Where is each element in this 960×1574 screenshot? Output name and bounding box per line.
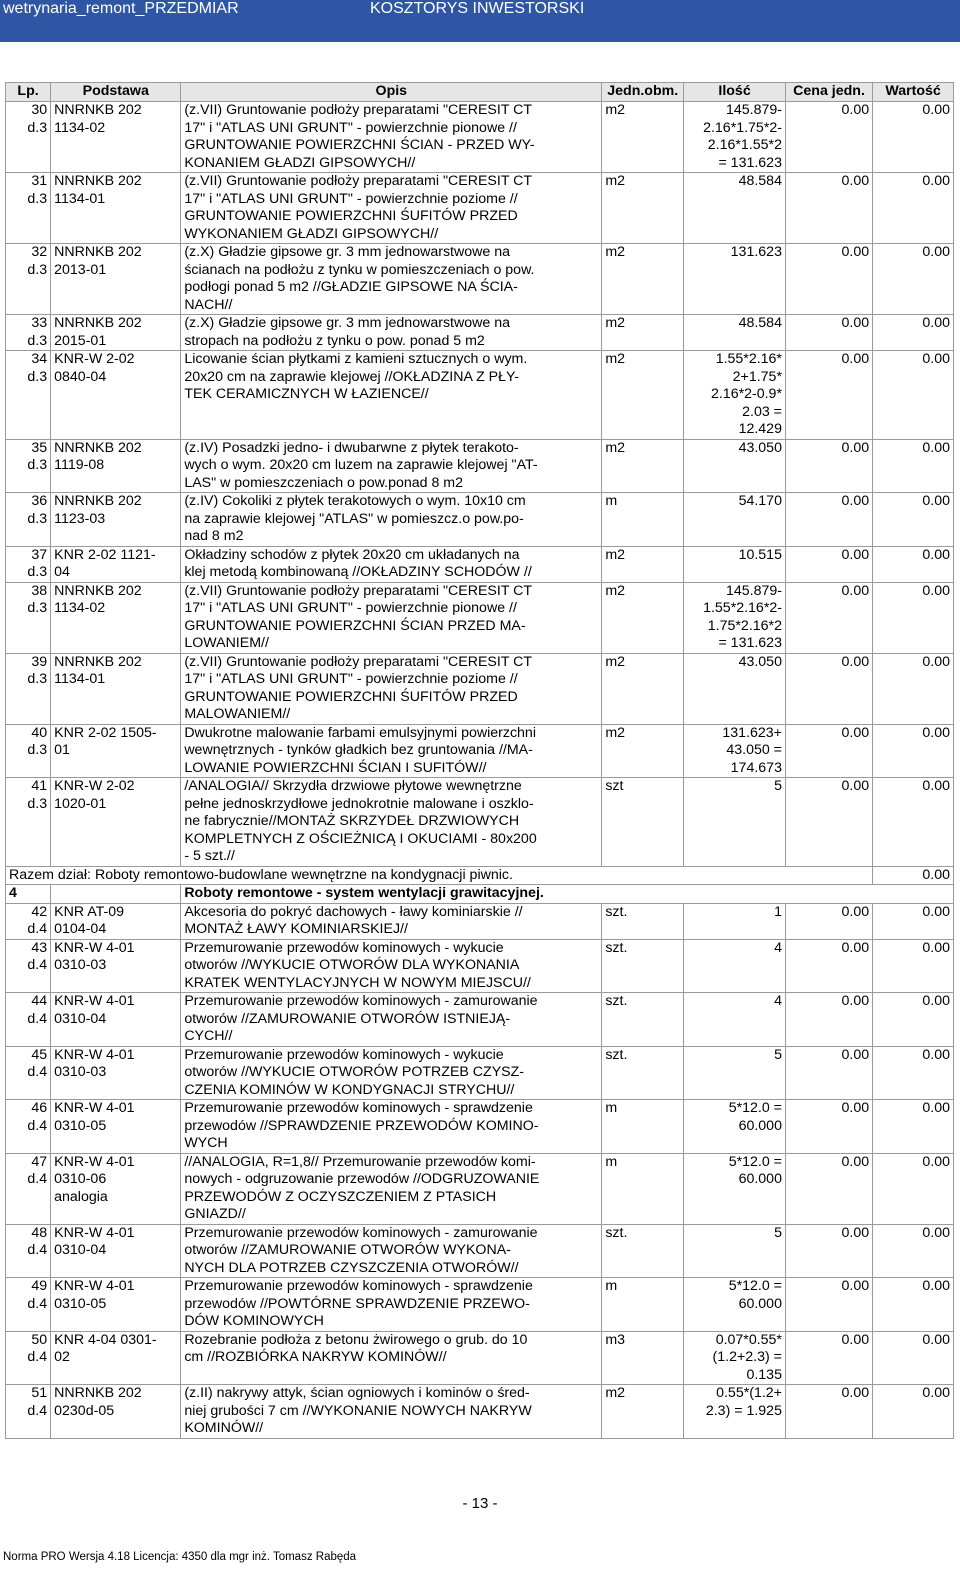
cell-pod: KNR 2-02 1505- 01 (51, 724, 181, 778)
cell-war: 0.00 (873, 244, 954, 315)
cell-jed: szt. (602, 1046, 684, 1100)
cost-table (5, 82, 954, 1439)
cell-opis: Licowanie ścian płytkami z kamieni sztucznych o wym. 20x20 cm na zaprawie klejowej //OKŁADZINA Z PŁY- TEK CERAMICZNYCH W ŁAZIENCE// (181, 351, 602, 440)
cell-war: 0.00 (873, 903, 954, 939)
cell-lp: 44 d.4 (6, 993, 51, 1047)
cell-war: 0.00 (873, 546, 954, 582)
cell-jed: m (602, 1153, 684, 1224)
cell-pod: KNR AT-09 0104-04 (51, 903, 181, 939)
table-row (6, 1153, 954, 1224)
cell-pod: KNR 2-02 1121- 04 (51, 546, 181, 582)
cell-jed: m2 (602, 724, 684, 778)
cell-ilo: 5*12.0 = 60.000 (684, 1100, 786, 1154)
cell-cena: 0.00 (785, 778, 872, 867)
table-row (6, 315, 954, 351)
cell-pod: KNR-W 4-01 0310-04 (51, 1224, 181, 1278)
cell-opis: (z.VII) Gruntowanie podłoży preparatami "CERESIT CT 17" i "ATLAS UNI GRUNT" - powierzchnie poziome // GRUNTOWANIE POWIERZCHNI ŚUFITÓW PRZED MALOWANIEM// (181, 653, 602, 724)
cell-lp: 36 d.3 (6, 493, 51, 547)
cell-opis: Przemurowanie przewodów kominowych - sprawdzenie przewodów //POWTÓRNE SPRAWDZENIE PRZEWO- DÓW KOMINOWYCH (181, 1278, 602, 1332)
cell-pod: NNRNKB 202 1119-08 (51, 439, 181, 493)
cell-ilo: 10.515 (684, 546, 786, 582)
cell-lp: 37 d.3 (6, 546, 51, 582)
table-row (6, 1100, 954, 1154)
cell-opis: (z.VII) Gruntowanie podłoży preparatami "CERESIT CT 17" i "ATLAS UNI GRUNT" - powierzchnie pionowe // GRUNTOWANIE POWIERZCHNI ŚCIAN - PRZED WY- KONANIEM GŁADZI GIPSOWYCH// (181, 102, 602, 173)
cell-ilo: 54.170 (684, 493, 786, 547)
cell-opis: Rozebranie podłoża z betonu żwirowego o grub. do 10 cm //ROZBIÓRKA NAKRYW KOMINÓW// (181, 1331, 602, 1385)
table-row (6, 724, 954, 778)
cell-cena: 0.00 (785, 315, 872, 351)
cell-cena: 0.00 (785, 493, 872, 547)
cell-cena: 0.00 (785, 1331, 872, 1385)
table-row (6, 439, 954, 493)
cell-cena: 0.00 (785, 724, 872, 778)
cell-cena: 0.00 (785, 939, 872, 993)
cell-pod: NNRNKB 202 2013-01 (51, 244, 181, 315)
col-podstawa: Podstawa (51, 83, 181, 102)
cell-pod: KNR-W 2-02 0840-04 (51, 351, 181, 440)
cell-war: 0.00 (873, 1224, 954, 1278)
cell-ilo: 48.584 (684, 173, 786, 244)
cell-opis: (z.VII) Gruntowanie podłoży preparatami "CERESIT CT 17" i "ATLAS UNI GRUNT" - powierzchnie pionowe // GRUNTOWANIE POWIERZCHNI ŚCIAN PRZED MA- LOWANIEM// (181, 582, 602, 653)
cell-cena: 0.00 (785, 244, 872, 315)
cell-war: 0.00 (873, 778, 954, 867)
table-row (6, 778, 954, 867)
cell-opis: Przemurowanie przewodów kominowych - wykucie otworów //WYKUCIE OTWORÓW POTRZEB CZYSZ- CZENIA KOMINÓW W KONDYGNACJI STRYCHU// (181, 1046, 602, 1100)
cell-cena: 0.00 (785, 173, 872, 244)
cell-lp: 43 d.4 (6, 939, 51, 993)
table-row (6, 1278, 954, 1332)
cell-cena: 0.00 (785, 903, 872, 939)
section-spacer (51, 885, 181, 904)
table-row (6, 173, 954, 244)
section-number: 4 (6, 885, 51, 904)
cell-ilo: 131.623 (684, 244, 786, 315)
cell-pod: NNRNKB 202 1134-01 (51, 173, 181, 244)
cell-ilo: 43.050 (684, 439, 786, 493)
cell-jed: m2 (602, 439, 684, 493)
cell-opis: Przemurowanie przewodów kominowych - zamurowanie otworów //ZAMUROWANIE OTWORÓW WYKONA- NYCH DLA POTRZEB CZYSZCZENIA OTWORÓW// (181, 1224, 602, 1278)
page-number: - 13 - (462, 1495, 498, 1512)
cell-jed: m2 (602, 315, 684, 351)
cell-ilo: 145.879- 1.55*2.16*2- 1.75*2.16*2 = 131.623 (684, 582, 786, 653)
cell-cena: 0.00 (785, 1385, 872, 1439)
table-row (6, 244, 954, 315)
cell-opis: //ANALOGIA, R=1,8// Przemurowanie przewodów komi- nowych - odgruzowanie przewodów //ODGRUZOWANIE PRZEWODÓW Z OCZYSZCZENIEM Z PTASICH GNIAZD// (181, 1153, 602, 1224)
cell-ilo: 5*12.0 = 60.000 (684, 1153, 786, 1224)
cell-ilo: 4 (684, 993, 786, 1047)
cell-opis: (z.X) Gładzie gipsowe gr. 3 mm jednowarstwowe na stropach na podłożu z tynku o pow. ponad 5 m2 (181, 315, 602, 351)
cell-war: 0.00 (873, 1046, 954, 1100)
cell-war: 0.00 (873, 724, 954, 778)
cell-lp: 47 d.4 (6, 1153, 51, 1224)
cell-ilo: 1.55*2.16* 2+1.75* 2.16*2-0.9* 2.03 = 12.429 (684, 351, 786, 440)
cell-opis: (z.VII) Gruntowanie podłoży preparatami "CERESIT CT 17" i "ATLAS UNI GRUNT" - powierzchnie poziome // GRUNTOWANIE POWIERZCHNI ŚUFITÓW PRZED WYKONANIEM GŁADZI GIPSOWYCH// (181, 173, 602, 244)
cell-lp: 40 d.3 (6, 724, 51, 778)
file-title: wetrynaria_remont_PRZEDMIAR (3, 0, 239, 17)
section-summary-row (6, 866, 954, 885)
cell-cena: 0.00 (785, 439, 872, 493)
cell-war: 0.00 (873, 993, 954, 1047)
cell-lp: 51 d.4 (6, 1385, 51, 1439)
cell-opis: Przemurowanie przewodów kominowych - sprawdzenie przewodów //SPRAWDZENIE PRZEWODÓW KOMINO- WYCH (181, 1100, 602, 1154)
cell-jed: m (602, 493, 684, 547)
cell-pod: NNRNKB 202 1134-02 (51, 102, 181, 173)
cell-pod: NNRNKB 202 1134-01 (51, 653, 181, 724)
page-header-band (0, 0, 960, 42)
cell-jed: szt. (602, 939, 684, 993)
cell-war: 0.00 (873, 939, 954, 993)
cell-war: 0.00 (873, 653, 954, 724)
cell-war: 0.00 (873, 1153, 954, 1224)
cell-opis: (z.IV) Posadzki jedno- i dwubarwne z płytek terakoto- wych o wym. 20x20 cm luzem na zaprawie klejowej "AT- LAS" w pomieszczeniach o pow.ponad 8 m2 (181, 439, 602, 493)
cell-pod: NNRNKB 202 1134-02 (51, 582, 181, 653)
table-row (6, 493, 954, 547)
cell-cena: 0.00 (785, 1278, 872, 1332)
document-type: KOSZTORYS INWESTORSKI (370, 0, 585, 17)
table-row (6, 1331, 954, 1385)
table-row (6, 351, 954, 440)
cell-pod: KNR-W 2-02 1020-01 (51, 778, 181, 867)
cell-war: 0.00 (873, 173, 954, 244)
cell-pod: NNRNKB 202 1123-03 (51, 493, 181, 547)
cell-jed: m (602, 1278, 684, 1332)
cell-opis: Przemurowanie przewodów kominowych - wykucie otworów //WYKUCIE OTWORÓW DLA WYKONANIA KRATEK WENTYLACYJNYCH W NOWYM MIEJSCU// (181, 939, 602, 993)
cell-cena: 0.00 (785, 993, 872, 1047)
cell-jed: m2 (602, 351, 684, 440)
section-title: Roboty remontowe - system wentylacji grawitacyjnej. (181, 885, 954, 904)
cell-war: 0.00 (873, 582, 954, 653)
cell-war: 0.00 (873, 315, 954, 351)
cell-war: 0.00 (873, 1100, 954, 1154)
cell-ilo: 48.584 (684, 315, 786, 351)
col-cena: Cena jedn. (785, 83, 872, 102)
cell-ilo: 5 (684, 1046, 786, 1100)
cell-lp: 35 d.3 (6, 439, 51, 493)
cell-pod: KNR-W 4-01 0310-03 (51, 939, 181, 993)
cell-ilo: 145.879- 2.16*1.75*2- 2.16*1.55*2 = 131.623 (684, 102, 786, 173)
col-lp: Lp. (6, 83, 51, 102)
cell-jed: m (602, 1100, 684, 1154)
col-ilosc: Ilość (684, 83, 786, 102)
table-row (6, 1046, 954, 1100)
col-wartosc: Wartość (873, 83, 954, 102)
col-jedn: Jedn.obm. (602, 83, 684, 102)
cell-cena: 0.00 (785, 351, 872, 440)
cell-jed: m2 (602, 102, 684, 173)
cell-opis: (z.X) Gładzie gipsowe gr. 3 mm jednowarstwowe na ścianach na podłożu z tynku w pomieszczeniach o pow. podłogi ponad 5 m2 //GŁADZIE GIPSOWE NA ŚCIA- NACH// (181, 244, 602, 315)
cell-ilo: 1 (684, 903, 786, 939)
cell-war: 0.00 (873, 493, 954, 547)
cell-ilo: 4 (684, 939, 786, 993)
cell-lp: 45 d.4 (6, 1046, 51, 1100)
cell-lp: 41 d.3 (6, 778, 51, 867)
cell-lp: 32 d.3 (6, 244, 51, 315)
table-row (6, 993, 954, 1047)
cell-pod: KNR-W 4-01 0310-03 (51, 1046, 181, 1100)
cell-opis: Przemurowanie przewodów kominowych - zamurowanie otworów //ZAMUROWANIE OTWORÓW ISTNIEJĄ- CYCH// (181, 993, 602, 1047)
cell-lp: 42 d.4 (6, 903, 51, 939)
cell-lp: 39 d.3 (6, 653, 51, 724)
cell-war: 0.00 (873, 1385, 954, 1439)
cell-pod: NNRNKB 202 0230d-05 (51, 1385, 181, 1439)
cell-jed: m2 (602, 582, 684, 653)
cell-cena: 0.00 (785, 1046, 872, 1100)
cell-opis: Okładziny schodów z płytek 20x20 cm układanych na klej metodą kombinowaną //OKŁADZINY SCHODÓW // (181, 546, 602, 582)
table-row (6, 903, 954, 939)
cell-cena: 0.00 (785, 1153, 872, 1224)
cell-opis: (z.IV) Cokoliki z płytek terakotowych o wym. 10x10 cm na zaprawie klejowej "ATLAS" w pomieszcz.o pow.po- nad 8 m2 (181, 493, 602, 547)
cell-ilo: 131.623+ 43.050 = 174.673 (684, 724, 786, 778)
cell-lp: 46 d.4 (6, 1100, 51, 1154)
table-row (6, 1385, 954, 1439)
cell-ilo: 0.07*0.55* (1.2+2.3) = 0.135 (684, 1331, 786, 1385)
cell-lp: 31 d.3 (6, 173, 51, 244)
col-opis: Opis (181, 83, 602, 102)
cell-pod: NNRNKB 202 2015-01 (51, 315, 181, 351)
cell-lp: 50 d.4 (6, 1331, 51, 1385)
cell-cena: 0.00 (785, 102, 872, 173)
cell-jed: m2 (602, 244, 684, 315)
table-header-row (6, 83, 954, 102)
cell-lp: 49 d.4 (6, 1278, 51, 1332)
cell-pod: KNR-W 4-01 0310-05 (51, 1278, 181, 1332)
table-row (6, 653, 954, 724)
table-row (6, 582, 954, 653)
cell-lp: 48 d.4 (6, 1224, 51, 1278)
cell-cena: 0.00 (785, 1224, 872, 1278)
cell-war: 0.00 (873, 439, 954, 493)
cell-war: 0.00 (873, 1331, 954, 1385)
cell-opis: Dwukrotne malowanie farbami emulsyjnymi powierzchni wewnętrznych - tynków gładkich bez gruntowania //MA- LOWANIE POWIERZCHNI ŚCIAN I SUFITÓW// (181, 724, 602, 778)
cell-ilo: 5 (684, 1224, 786, 1278)
cell-jed: szt. (602, 993, 684, 1047)
cell-jed: m2 (602, 546, 684, 582)
table-row (6, 546, 954, 582)
cell-jed: szt. (602, 1224, 684, 1278)
cell-jed: m2 (602, 653, 684, 724)
cell-lp: 34 d.3 (6, 351, 51, 440)
cell-ilo: 5*12.0 = 60.000 (684, 1278, 786, 1332)
cell-jed: m2 (602, 1385, 684, 1439)
cell-pod: KNR-W 4-01 0310-04 (51, 993, 181, 1047)
cell-jed: szt. (602, 903, 684, 939)
cell-jed: m3 (602, 1331, 684, 1385)
section-heading-row (6, 885, 954, 904)
cell-pod: KNR-W 4-01 0310-05 (51, 1100, 181, 1154)
footer-license: Norma PRO Wersja 4.18 Licencja: 4350 dla mgr inż. Tomasz Rabęda (3, 1551, 357, 1563)
cell-lp: 30 d.3 (6, 102, 51, 173)
table-row (6, 939, 954, 993)
cell-pod: KNR 4-04 0301- 02 (51, 1331, 181, 1385)
cell-cena: 0.00 (785, 546, 872, 582)
cell-opis: (z.II) nakrywy attyk, ścian ogniowych i kominów o śred- niej grubości 7 cm //WYKONANIE NOWYCH NAKRYW KOMINÓW// (181, 1385, 602, 1439)
cell-ilo: 5 (684, 778, 786, 867)
cell-ilo: 43.050 (684, 653, 786, 724)
cell-lp: 38 d.3 (6, 582, 51, 653)
cell-cena: 0.00 (785, 653, 872, 724)
table-row (6, 1224, 954, 1278)
cell-opis: /ANALOGIA// Skrzydła drzwiowe płytowe wewnętrzne pełne jednoskrzydłowe jednokrotnie malowane i oszklo- ne fabrycznie//MONTAŻ SKRZYDEŁ DRZWIOWYCH KOMPLETNYCH Z OŚCIEŻNICĄ I OKUCIAMI - 80x200 - 5 szt.// (181, 778, 602, 867)
cell-pod: KNR-W 4-01 0310-06 analogia (51, 1153, 181, 1224)
cell-lp: 33 d.3 (6, 315, 51, 351)
cell-war: 0.00 (873, 1278, 954, 1332)
cell-ilo: 0.55*(1.2+ 2.3) = 1.925 (684, 1385, 786, 1439)
table-row (6, 102, 954, 173)
summary-value: 0.00 (873, 866, 954, 885)
cell-opis: Akcesoria do pokryć dachowych - ławy kominiarskie // MONTAŻ ŁAWY KOMINIARSKIEJ// (181, 903, 602, 939)
cell-jed: m2 (602, 173, 684, 244)
cell-war: 0.00 (873, 351, 954, 440)
cell-cena: 0.00 (785, 582, 872, 653)
cell-cena: 0.00 (785, 1100, 872, 1154)
summary-label: Razem dział: Roboty remontowo-budowlane wewnętrzne na kondygnacji piwnic. (6, 866, 873, 885)
cell-war: 0.00 (873, 102, 954, 173)
cell-jed: szt (602, 778, 684, 867)
